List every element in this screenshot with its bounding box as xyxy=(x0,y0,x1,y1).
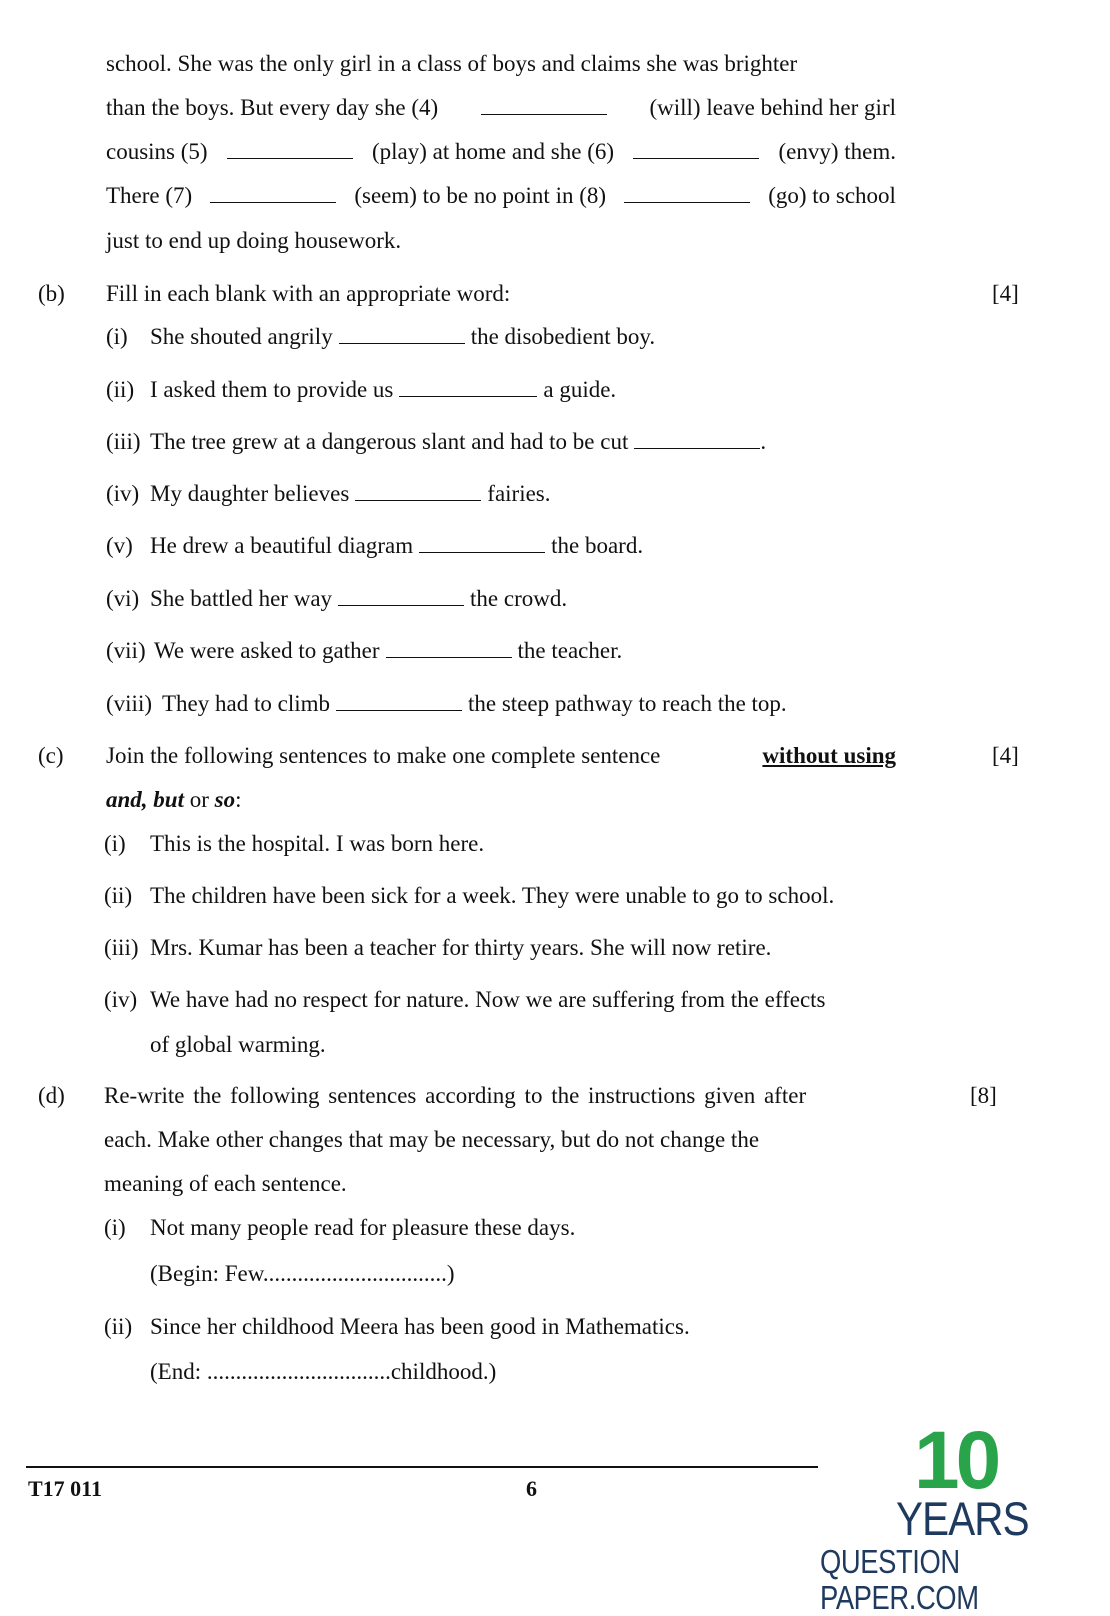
item-number: (i) xyxy=(104,831,126,856)
b-item-6 xyxy=(106,585,567,613)
c-item-4-cont: of global warming. xyxy=(150,1032,326,1057)
passage-line-2 xyxy=(106,94,896,122)
page-number: 6 xyxy=(526,1476,537,1501)
item-text: My daughter believes xyxy=(150,481,350,506)
b-item-5 xyxy=(106,532,643,560)
answer-blank[interactable] xyxy=(419,532,545,553)
item-text: Mrs. Kumar has been a teacher for thirty years. She will now retire. xyxy=(150,935,772,960)
item-number: (vii) xyxy=(106,638,146,663)
answer-blank[interactable] xyxy=(355,480,481,501)
c-item-4 xyxy=(104,986,826,1014)
answer-blank-4[interactable] xyxy=(481,94,607,115)
d-item-1-hint: (Begin: Few................................) xyxy=(150,1261,455,1286)
item-text: Not many people read for pleasure these days. xyxy=(150,1215,576,1240)
b-item-8 xyxy=(106,690,787,718)
passage-line-1 xyxy=(106,50,896,78)
c-item-1 xyxy=(104,830,484,858)
logo-years: YEARS xyxy=(896,1492,1029,1545)
item-text: the disobedient boy. xyxy=(470,324,656,349)
watermark-logo xyxy=(816,1415,1101,1616)
item-text: We were asked to gather xyxy=(154,638,380,663)
section-c-marks: [4] xyxy=(992,743,1019,768)
logo-number: 10 xyxy=(914,1415,998,1506)
section-b-marks: [4] xyxy=(992,281,1019,306)
item-text: We have had no respect for nature. Now we are suffering from the effects xyxy=(150,987,826,1012)
item-text: a guide. xyxy=(543,377,617,402)
item-text: She shouted angrily xyxy=(150,324,333,349)
item-text: The tree grew at a dangerous slant and had to be cut xyxy=(150,429,629,454)
logo-site: QUESTION PAPER.COM xyxy=(820,1543,979,1616)
b-item-1 xyxy=(106,323,655,351)
section-c-instruction xyxy=(106,742,896,770)
section-c-instruction-cont xyxy=(106,786,242,814)
item-text: fairies. xyxy=(487,481,551,506)
passage-text: (go) to school xyxy=(768,183,896,208)
answer-blank[interactable] xyxy=(634,428,760,449)
item-number: (i) xyxy=(104,1215,126,1240)
answer-blank[interactable] xyxy=(386,637,512,658)
passage-text: school. She was the only girl in a class of boys and claims she was brighter xyxy=(106,51,798,76)
passage-text: (play) at home and she (6) xyxy=(371,139,615,164)
answer-blank[interactable] xyxy=(338,585,464,606)
passage-text: There (7) xyxy=(106,183,193,208)
b-item-2 xyxy=(106,376,616,404)
item-number: (ii) xyxy=(104,883,133,908)
instruction-emphasis: and, but xyxy=(106,787,184,812)
item-text: She battled her way xyxy=(150,586,333,611)
passage-text: cousins (5) xyxy=(106,139,208,164)
passage-text: (will) leave behind her girl xyxy=(649,95,896,120)
item-number: (vi) xyxy=(106,586,140,611)
item-text: the crowd. xyxy=(470,586,568,611)
passage-line-5: just to end up doing housework. xyxy=(106,228,402,253)
item-text: He drew a beautiful diagram xyxy=(150,533,414,558)
passage-text: (envy) them. xyxy=(778,139,896,164)
section-c-label: (c) xyxy=(38,743,64,768)
instruction-text: Re-write the following sentences according to the instructions given after xyxy=(104,1083,807,1108)
answer-blank[interactable] xyxy=(399,376,537,397)
answer-blank-7[interactable] xyxy=(210,182,336,203)
passage-line-4 xyxy=(106,182,896,210)
item-number: (iv) xyxy=(104,987,138,1012)
answer-blank[interactable] xyxy=(336,690,462,711)
item-number: (i) xyxy=(106,324,128,349)
section-b-instruction: Fill in each blank with an appropriate word: xyxy=(106,281,511,306)
b-item-3 xyxy=(106,428,766,456)
instruction-text: Join the following sentences to make one complete sentence xyxy=(106,743,661,768)
item-number: (v) xyxy=(106,533,133,558)
item-text: the board. xyxy=(551,533,644,558)
section-d-label: (d) xyxy=(38,1083,65,1108)
instruction-text: or xyxy=(189,787,209,812)
paper-code: T17 011 xyxy=(28,1476,102,1501)
section-d-instruction-1 xyxy=(104,1082,896,1110)
item-text: Since her childhood Meera has been good in Mathematics. xyxy=(150,1314,690,1339)
item-number: (ii) xyxy=(106,377,135,402)
item-text: the steep pathway to reach the top. xyxy=(468,691,787,716)
d-item-2-hint: (End: ................................childhood.) xyxy=(150,1359,497,1384)
item-text: The children have been sick for a week. They were unable to go to school. xyxy=(150,883,835,908)
d-item-1 xyxy=(104,1214,575,1242)
section-d-marks: [8] xyxy=(970,1083,997,1108)
b-item-4 xyxy=(106,480,551,508)
item-text: I asked them to provide us xyxy=(150,377,394,402)
item-number: (iv) xyxy=(106,481,140,506)
section-b-label: (b) xyxy=(38,281,65,306)
item-number: (iii) xyxy=(104,935,139,960)
answer-blank-8[interactable] xyxy=(624,182,750,203)
instruction-text: : xyxy=(235,787,242,812)
c-item-3 xyxy=(104,934,771,962)
answer-blank[interactable] xyxy=(339,323,465,344)
answer-blank-6[interactable] xyxy=(633,138,759,159)
d-item-2 xyxy=(104,1313,690,1341)
b-item-7 xyxy=(106,637,622,665)
c-item-2 xyxy=(104,882,834,910)
item-number: (ii) xyxy=(104,1314,133,1339)
item-text: the teacher. xyxy=(517,638,623,663)
passage-text: than the boys. But every day she (4) xyxy=(106,95,439,120)
section-d-instruction-2: each. Make other changes that may be necessary, but do not change the xyxy=(104,1127,760,1152)
answer-blank-5[interactable] xyxy=(227,138,353,159)
item-text: . xyxy=(760,429,767,454)
passage-text: (seem) to be no point in (8) xyxy=(354,183,607,208)
item-number: (iii) xyxy=(106,429,141,454)
instruction-emphasis: without using xyxy=(762,743,896,768)
item-text: They had to climb xyxy=(162,691,330,716)
item-text: This is the hospital. I was born here. xyxy=(150,831,485,856)
passage-line-3 xyxy=(106,138,896,166)
item-number: (viii) xyxy=(106,691,152,716)
section-d-instruction-3: meaning of each sentence. xyxy=(104,1171,347,1196)
footer-rule xyxy=(26,1466,818,1468)
instruction-emphasis: so xyxy=(214,787,236,812)
